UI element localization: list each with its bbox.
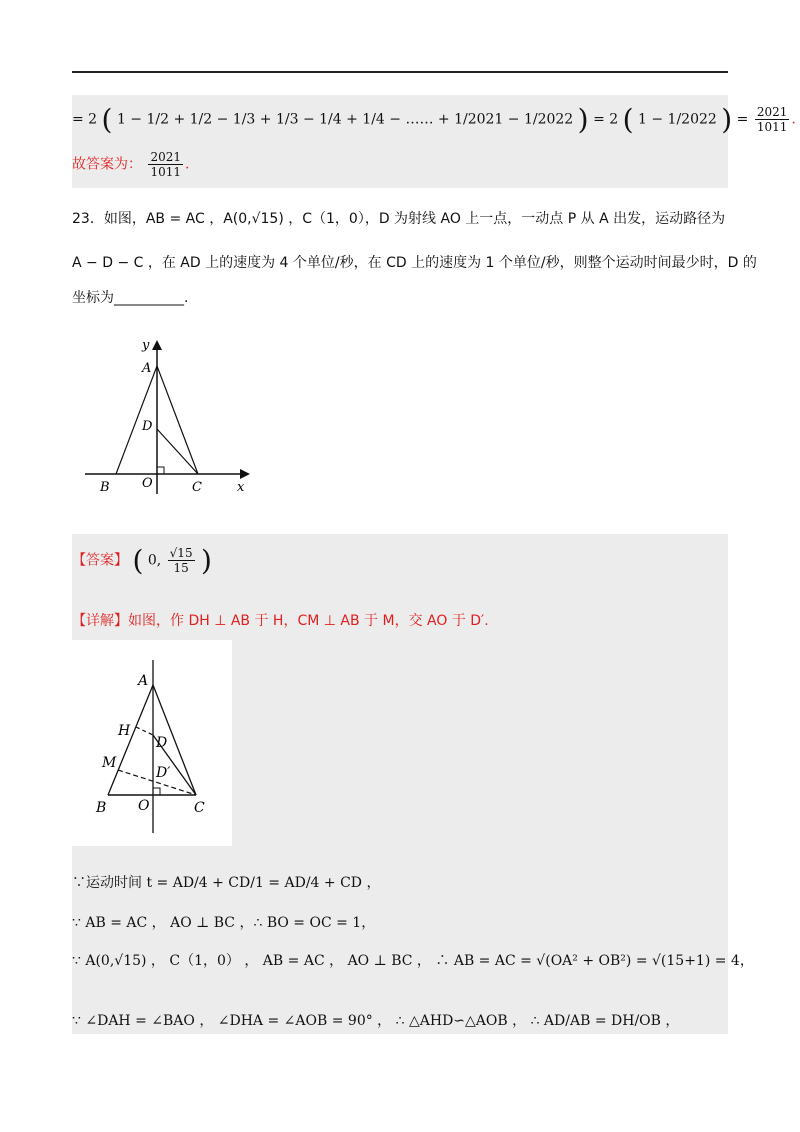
step-2: ∵ AB = AC ， AO ⊥ BC ，∴ BO = OC = 1， xyxy=(72,915,376,931)
header-rule xyxy=(72,71,728,73)
segment-dh xyxy=(136,727,153,735)
sum-terms: 1 − 1/2 + 1/2 − 1/3 + 1/3 − 1/4 + 1/4 − …… + 1/2021 − 1/2022 xyxy=(116,111,574,128)
label-d: D xyxy=(156,735,168,751)
problem-text-2: A − D − C ，在 AD 上的速度为 4 个单位/秒，在 CD 上的速度为 1 个单位/秒，则整个运动时间最少时，D 的 xyxy=(72,255,757,271)
label-o: O xyxy=(138,798,150,814)
label-b: B xyxy=(100,480,110,495)
prev-sum-line: = 2 ( 1 − 1/2 + 1/2 − 1/3 + 1/3 − 1/4 + 1/4 − …… + 1/2021 − 1/2022 ) = 2 ( 1 − 1/2022 ) = $\frac{2021}{1011}$ . xyxy=(72,103,796,136)
sum-result: $\frac{2021}{1011}$ xyxy=(756,105,788,134)
y-axis-arrow xyxy=(152,340,162,350)
label-d: D xyxy=(142,419,153,434)
sum-mid: = 2 xyxy=(593,111,619,128)
label-y: y xyxy=(142,338,150,353)
answer-label: 【答案】 xyxy=(72,552,128,569)
figure-2 xyxy=(80,655,230,835)
problem-line-3 xyxy=(72,287,188,307)
prev-answer-label: 故答案为： xyxy=(72,156,142,173)
label-d-prime: D′ xyxy=(156,765,171,781)
detail-line xyxy=(72,610,489,630)
label-c: C xyxy=(192,480,202,495)
x-axis-arrow xyxy=(240,469,250,479)
prev-answer-value: $\frac{2021}{1011}$ xyxy=(150,150,181,179)
label-a: A xyxy=(142,361,152,376)
label-h: H xyxy=(118,723,131,739)
label-a: A xyxy=(138,673,149,689)
sum-inner: 1 − 1/2022 xyxy=(638,111,717,128)
answer-prefix: 0, xyxy=(147,552,162,569)
label-x: x xyxy=(237,480,245,495)
problem-text-3: 坐标为__________. xyxy=(72,290,189,306)
right-angle-mark xyxy=(157,467,164,474)
segment-ab xyxy=(108,685,153,795)
right-angle-mark xyxy=(153,788,160,795)
prev-answer-line: 故答案为： $\frac{2021}{1011}$ . xyxy=(72,150,190,179)
detail-label: 【详解】 xyxy=(72,613,128,629)
step-4: ∵ ∠DAH = ∠BAO ， ∠DHA = ∠AOB = 90° ， ∴ △AHD∽△AOB ， ∴ AD/AB = DH/OB ， xyxy=(72,1013,680,1029)
label-c: C xyxy=(194,800,205,816)
detail-text: 如图，作 DH ⊥ AB 于 H，CM ⊥ AB 于 M，交 AO 于 D′. xyxy=(128,613,489,629)
label-m: M xyxy=(102,755,117,771)
problem-line-2 xyxy=(72,252,757,272)
problem-line-1 xyxy=(72,208,725,228)
step-3: ∵ A(0,√15) ， C（1，0） ， AB = AC ， AO ⊥ BC ， ∴ AB = AC = √(OA² + OB²) = √(15+1) = 4， xyxy=(72,953,754,969)
label-o: O xyxy=(142,476,153,491)
problem-number: 23． xyxy=(72,211,104,227)
answer-line: 【答案】 ( 0, $\frac{√15}{15}$ ) xyxy=(72,544,212,577)
answer-value: $\frac{√15}{15}$ xyxy=(169,546,193,575)
label-b: B xyxy=(96,800,107,816)
problem-text-1: 如图，AB = AC ，A(0,√15) ，C（1，0），D 为射线 AO 上一点，一动点 P 从 A 出发，运动路径为 xyxy=(103,211,726,227)
figure-1 xyxy=(80,336,250,496)
step-1: ∵运动时间 t = AD/4 + CD/1 = AD/4 + CD ， xyxy=(72,875,381,891)
segment-ac xyxy=(157,366,198,474)
sum-prefix: = 2 xyxy=(72,111,98,128)
